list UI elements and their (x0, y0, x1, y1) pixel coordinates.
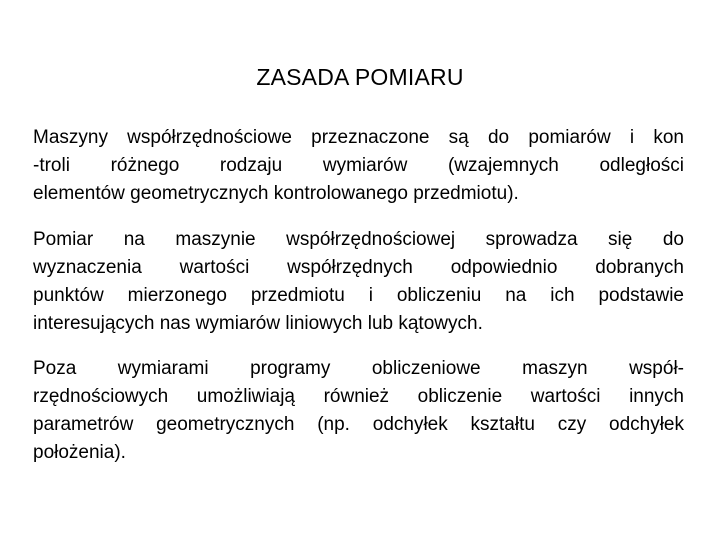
paragraph-2-line-3: punktów mierzonego przedmiotu i obliczeniu na ich podstawie (33, 285, 684, 306)
paragraph-1-line-3: elementów geometrycznych kontrolowanego przedmiotu). (33, 183, 519, 204)
paragraph-3-line-3: parametrów geometrycznych (np. odchyłek kształtu czy odchyłek (33, 414, 684, 435)
paragraph-3-line-4: położenia). (33, 442, 126, 463)
paragraph-3-line-2: rzędnościowych umożliwiają również obliczenie wartości innych (33, 386, 684, 407)
paragraph-2 (33, 226, 684, 338)
paragraph-2-line-1: Pomiar na maszynie współrzędnościowej sprowadza się do (33, 229, 684, 250)
paragraph-1-line-1: Maszyny współrzędnościowe przeznaczone są do pomiarów i kon (33, 127, 684, 148)
paragraph-3-line-1: Poza wymiarami programy obliczeniowe maszyn współ- (33, 358, 684, 379)
slide-title: ZASADA POMIARU (256, 64, 464, 90)
paragraph-1 (33, 124, 684, 208)
paragraph-2-line-4: interesujących nas wymiarów liniowych lub kątowych. (33, 313, 483, 334)
paragraph-1-line-2: -troli różnego rodzaju wymiarów (wzajemnych odległości (33, 155, 684, 176)
paragraph-2-line-2: wyznaczenia wartości współrzędnych odpowiednio dobranych (33, 257, 684, 278)
paragraph-3 (33, 355, 684, 467)
